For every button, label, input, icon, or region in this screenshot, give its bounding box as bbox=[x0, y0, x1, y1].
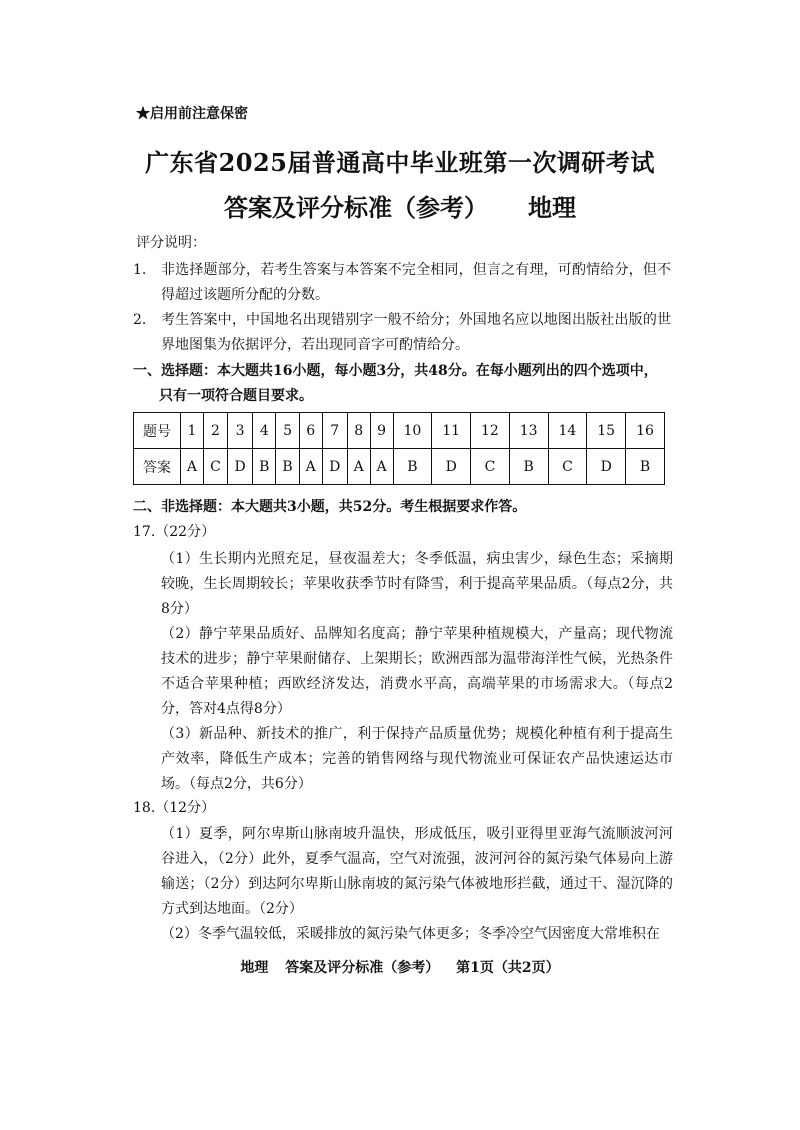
answer-cell: C bbox=[203, 449, 227, 485]
note-text: 非选择题部分，若考生答案与本答案不完全相同，但言之有理，可酌情给分，但不得超过该题所分配的分数。 bbox=[161, 262, 671, 303]
question-number-cell: 4 bbox=[253, 413, 276, 449]
table-row-numbers bbox=[134, 413, 665, 449]
question-number-cell: 1 bbox=[181, 413, 204, 449]
notes-label: 评分说明： bbox=[136, 235, 206, 251]
note-text: 考生答案中，中国地名出现错别字一般不给分；外国地名应以地图出版社出版的世界地图集为依据评分，若出现同音字可酌情给分。 bbox=[161, 312, 671, 353]
q17-part3: （3）新品种、新技术的推广，利于保持产品质量优势；规模化种植有利于提高生产效率，降低生产成本；完善的销售网络与现代物流业可保证农产品快速运达市场。（每点2分，共6分） bbox=[161, 726, 673, 792]
answer-cell: A bbox=[181, 449, 204, 485]
q18-part1: （1）夏季，阿尔卑斯山脉南坡升温快，形成低压，吸引亚得里亚海气流顺波河河谷进入，（2分）此外，夏季气温高，空气对流强，波河河谷的氮污染气体易向上游输送；（2分）到达阿尔卑斯山脉南坡的氮污染气体被地形拦截，通过干、湿沉降的方式到达地面。（2分） bbox=[161, 826, 673, 917]
answer-cell: D bbox=[322, 449, 347, 485]
q17-part1: （1）生长期内光照充足，昼夜温差大；冬季低温，病虫害少，绿色生态；采摘期较晚，生长周期较长；苹果收获季节时有降雪，利于提高苹果品质。（每点2分，共8分） bbox=[161, 551, 673, 617]
note-number: 2. bbox=[133, 312, 147, 328]
answer-cell: C bbox=[471, 449, 510, 485]
question-number-cell: 3 bbox=[228, 413, 253, 449]
answer-cell: B bbox=[626, 449, 665, 485]
footer-page: 第1页（共2页） bbox=[456, 960, 560, 976]
question-number-cell: 8 bbox=[347, 413, 370, 449]
question-number-cell: 14 bbox=[548, 413, 587, 449]
question-number-cell: 11 bbox=[432, 413, 471, 449]
answer-cell: D bbox=[587, 449, 626, 485]
question-number-cell: 12 bbox=[471, 413, 510, 449]
question-number-cell: 7 bbox=[322, 413, 347, 449]
page-footer bbox=[0, 957, 800, 977]
question-number-cell: 16 bbox=[626, 413, 665, 449]
doc-title-line bbox=[0, 188, 800, 223]
question-number-cell: 15 bbox=[587, 413, 626, 449]
section1-heading-text: 一、选择题：本大题共16小题，每小题3分，共48分。在每小题列出的四个选项中， bbox=[133, 363, 658, 379]
footer-subject: 地理 bbox=[240, 960, 269, 976]
note-number: 1. bbox=[133, 262, 147, 278]
answer-cell: B bbox=[393, 449, 432, 485]
answer-cell: A bbox=[299, 449, 322, 485]
section1-heading bbox=[133, 359, 678, 409]
answer-cell: D bbox=[228, 449, 253, 485]
exam-title: 广东省2025届普通高中毕业班第一次调研考试 bbox=[145, 148, 655, 177]
question-number-cell: 2 bbox=[203, 413, 227, 449]
q18-part2: （2）冬季气温较低，采暖排放的氮污染气体更多；冬季冷空气因密度大常堆积在 bbox=[161, 926, 660, 942]
answer-cell: B bbox=[253, 449, 276, 485]
answer-table bbox=[133, 412, 665, 485]
answer-cell: B bbox=[509, 449, 548, 485]
subject-title: 地理 bbox=[528, 193, 576, 222]
answer-cell: C bbox=[548, 449, 587, 485]
section2-heading: 二、非选择题：本大题共3小题，共52分。考生根据要求作答。 bbox=[133, 499, 527, 515]
confidential-mark: ★启用前注意保密 bbox=[136, 106, 248, 122]
question-number-cell: 6 bbox=[299, 413, 322, 449]
answer-cell: D bbox=[432, 449, 471, 485]
question-number-cell: 5 bbox=[276, 413, 299, 449]
answer-cell: B bbox=[276, 449, 299, 485]
answer-cell: A bbox=[347, 449, 370, 485]
footer-doc: 答案及评分标准（参考） bbox=[285, 960, 440, 976]
question-number-cell: 13 bbox=[509, 413, 548, 449]
q17-heading: 17.（22分） bbox=[133, 524, 216, 540]
row-label-numbers: 题号 bbox=[134, 413, 181, 449]
question-number-cell: 9 bbox=[370, 413, 393, 449]
question-number-cell: 10 bbox=[393, 413, 432, 449]
answer-cell: A bbox=[370, 449, 393, 485]
row-label-answers: 答案 bbox=[134, 449, 181, 485]
q17-part2: （2）静宁苹果品质好、品牌知名度高；静宁苹果种植规模大，产量高；现代物流技术的进步；静宁苹果耐储存、上架期长；欧洲西部为温带海洋性气候，光热条件不适合苹果种植；西欧经济发达，消费水平高，高端苹果的市场需求大。（每点2分，答对4点得8分） bbox=[161, 626, 673, 717]
section1-heading-cont: 只有一项符合题目要求。 bbox=[159, 388, 313, 404]
q18-heading: 18.（12分） bbox=[133, 800, 216, 816]
doc-title: 答案及评分标准（参考） bbox=[224, 193, 488, 222]
table-row-answers bbox=[134, 449, 665, 485]
